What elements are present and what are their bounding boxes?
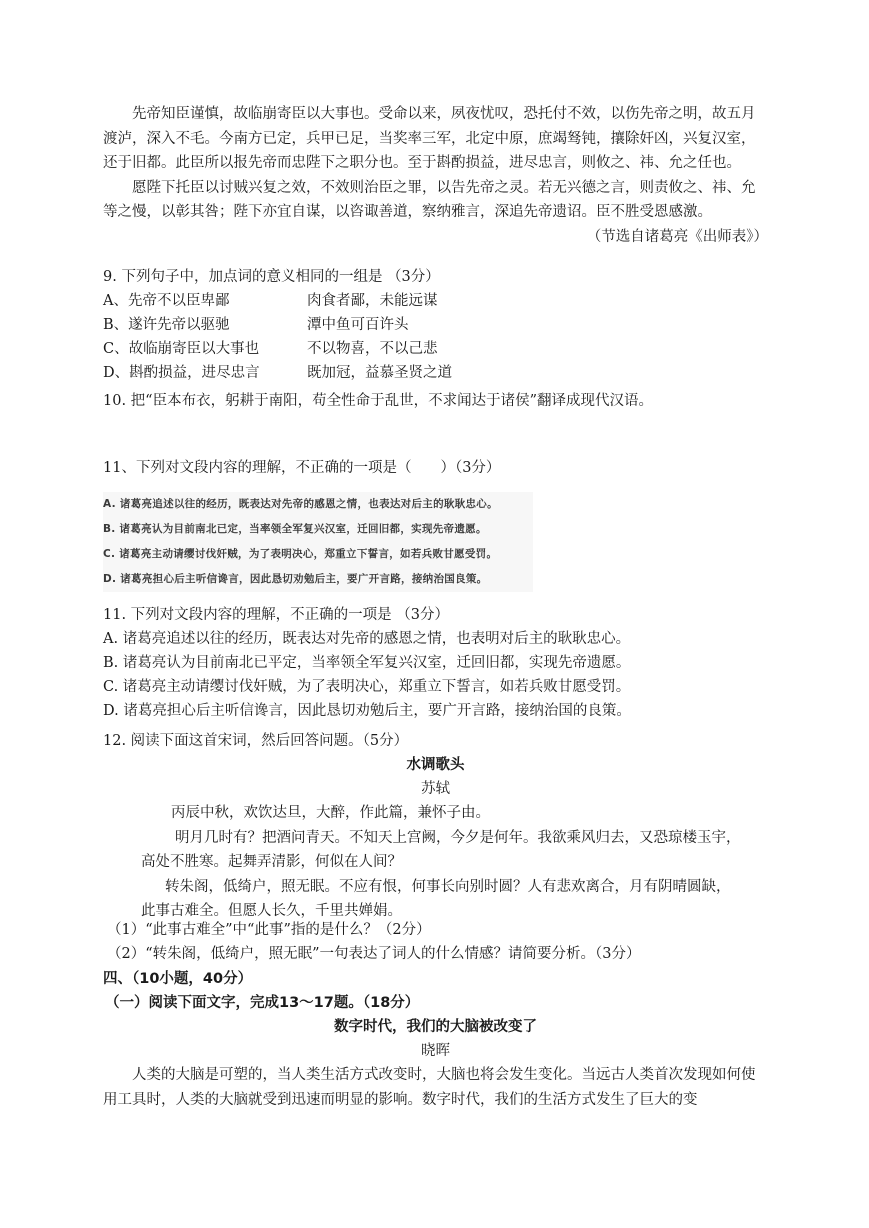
question-11-options-image [103, 492, 533, 592]
image-option-a: A. 诸葛亮追述以往的经历，既表达对先帝的感恩之情，也表达对后主的耿耿忠心。 [103, 498, 498, 510]
question-9-option-c [103, 337, 768, 361]
question-11-option-b: B. 诸葛亮认为目前南北已平定，当率领全军复兴汉室，迁回旧都，实现先帝遗愿。 [103, 655, 631, 671]
section-4 [103, 967, 768, 1112]
question-10-stem: 10. 把“臣本布衣，躬耕于南阳，苟全性命于乱世，不求闻达于诸侯”翻译成现代汉语。 [103, 393, 653, 409]
question-9-stem: 9. 下列句子中，加点词的意义相同的一组是 （3分） [103, 269, 440, 285]
passage-paragraph-2: 愿陛下托臣以讨贼兴复之效，不效则治臣之罪，以告先帝之灵。若无兴德之言，则责攸之、祎、允等之慢，以彰其咎；陛下亦宜自谋，以咨诹善道，察纳雅言，深追先帝遗诏。臣不胜受恩感激。 [103, 179, 756, 220]
question-9 [103, 265, 768, 385]
image-option-d: D. 诸葛亮担心后主听信谗言，因此恳切劝勉后主，要广开言路，接纳治国良策。 [103, 573, 488, 585]
poem-line-1b: 高处不胜寒。起舞弄清影，何似在人间？ [141, 854, 402, 870]
article-title: 数字时代，我们的大脑被改变了 [334, 1019, 537, 1035]
poem-body [103, 801, 768, 924]
question-12-sub-1: （1）“此事古难全”中“此事”指的是什么？（2分） [107, 922, 431, 938]
poem-line-2b: 此事古难全。但愿人长久，千里共婵娟。 [141, 903, 402, 919]
image-option-b: B. 诸葛亮认为目前南北已定，当率领全军复兴汉室，迁回旧都，实现先帝遗愿。 [103, 523, 487, 535]
poem-title: 水调歌头 [406, 757, 465, 773]
passage-source: （节选自诸葛亮《出师表》） [586, 228, 768, 245]
option-a-left: A、先帝不以臣卑鄙 [103, 293, 230, 309]
poem-line-2a: 转朱阁，低绮户，照无眠。不应有恨，何事长向别时圆？人有悲欢离合，月有阴晴圆缺， [165, 878, 731, 895]
question-11-option-c: C. 诸葛亮主动请缨讨伐奸贼，为了表明决心，郑重立下誓言，如若兵败甘愿受罚。 [103, 679, 631, 695]
question-11 [103, 603, 768, 723]
question-11-image-version [103, 456, 768, 480]
question-9-option-d [103, 361, 768, 385]
passage [103, 102, 768, 249]
passage-paragraph-1: 先帝知臣谨慎，故临崩寄臣以大事也。受命以来，夙夜忧叹，恐托付不效，以伤先帝之明，故五月渡泸，深入不毛。今南方已定，兵甲已足，当奖率三军，北定中原，庶竭驽钝，攘除奸凶，兴复汉室，还于旧都。此臣所以报先帝而忠陛下之职分也。至于斟酌损益，进尽忠言，则攸之、祎、允之任也。 [103, 106, 756, 171]
section-4-part-1: （一）阅读下面文字，完成13～17题。（18分） [105, 995, 420, 1011]
question-9-option-b [103, 313, 768, 337]
question-11-option-d: D. 诸葛亮担心后主听信谗言，因此恳切劝勉后主，要广开言路，接纳治国的良策。 [103, 703, 631, 719]
question-12-stem: 12. 阅读下面这首宋词，然后回答问题。（5分） [103, 733, 409, 749]
option-d-right: 既加冠，益慕圣贤之道 [307, 365, 452, 381]
question-12-subquestions [107, 918, 772, 966]
question-11-image-stem: 11、下列对文段内容的理解，不正确的一项是（ ）（3分） [103, 460, 501, 476]
image-option-c: C. 诸葛亮主动请缨讨伐奸贼，为了表明决心，郑重立下誓言，如若兵败甘愿受罚。 [103, 548, 498, 560]
poem-author: 苏轼 [421, 781, 450, 797]
question-11-stem: 11. 下列对文段内容的理解，不正确的一项是 （3分） [103, 607, 450, 623]
question-10 [103, 389, 768, 413]
option-a-right: 肉食者鄙，未能远谋 [307, 293, 438, 309]
article-author: 晓晖 [421, 1043, 450, 1059]
option-d-left: D、斟酌损益，进尽忠言 [103, 365, 260, 381]
option-b-left: B、遂许先帝以驱驰 [103, 317, 230, 333]
poem-line-1a: 明月几时有？把酒问青天。不知天上宫阙，今夕是何年。我欲乘风归去，又恐琼楼玉宇， [175, 829, 741, 846]
section-4-heading: 四、（10小题，40分） [103, 971, 253, 987]
question-12-sub-2: （2）“转朱阁，低绮户，照无眠”一句表达了词人的什么情感？请简要分析。（3分） [107, 946, 641, 962]
question-12 [103, 729, 768, 924]
poem-preface: 丙辰中秋，欢饮达旦，大醉，作此篇，兼怀子由。 [171, 805, 490, 821]
option-c-left: C、故临崩寄臣以大事也 [103, 341, 260, 357]
option-b-right: 潭中鱼可百许头 [307, 317, 409, 333]
question-11-option-a: A. 诸葛亮追述以往的经历，既表达对先帝的感恩之情，也表明对后主的耿耿忠心。 [103, 631, 631, 647]
question-9-option-a [103, 289, 768, 313]
article-paragraph-1: 人类的大脑是可塑的，当人类生活方式改变时，大脑也将会发生变化。当远古人类首次发现如何使用工具时，人类的大脑就受到迅速而明显的影响。数字时代，我们的生活方式发生了巨大的变 [103, 1067, 756, 1108]
option-c-right: 不以物喜，不以己悲 [307, 341, 438, 357]
